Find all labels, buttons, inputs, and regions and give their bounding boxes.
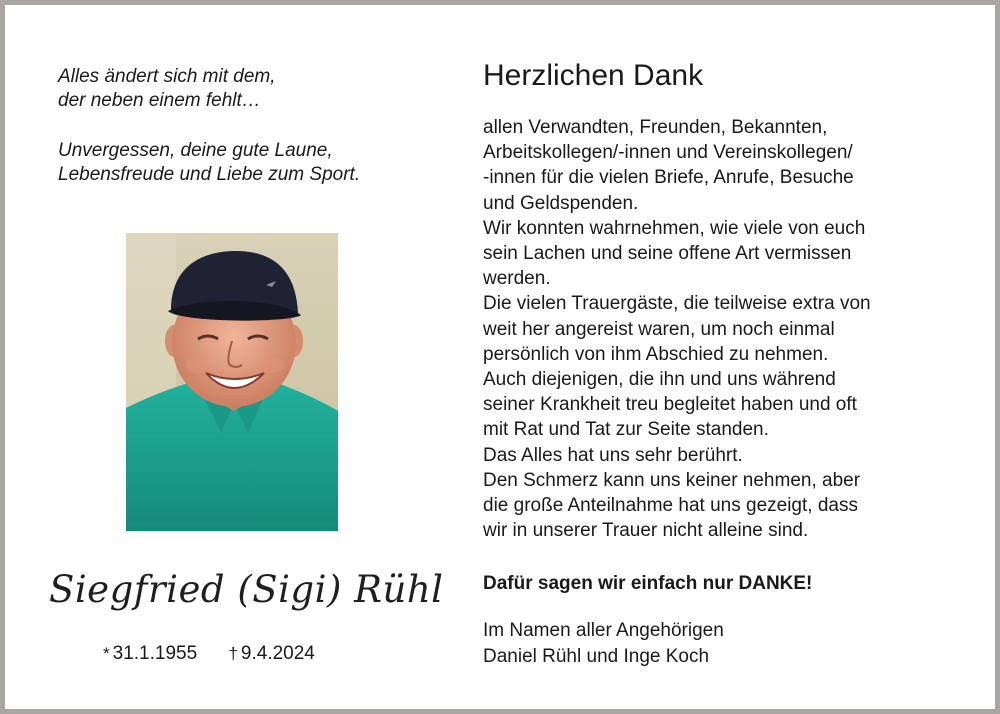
body-line: weit her angereist waren, um noch einmal xyxy=(483,318,835,340)
thanks-body xyxy=(483,115,963,543)
body-line: persönlich von ihm Abschied zu nehmen. xyxy=(483,343,829,365)
body-line: -innen für die vielen Briefe, Anrufe, Besuche xyxy=(483,167,854,189)
signature-block xyxy=(483,618,963,669)
body-line: seiner Krankheit treu begleitet haben und oft xyxy=(483,394,857,416)
signature-line: Daniel Rühl und Inge Koch xyxy=(483,645,710,667)
quote-block xyxy=(58,65,438,187)
body-line: mit Rat und Tat zur Seite standen. xyxy=(483,419,769,441)
body-line: wir in unserer Trauer nicht alleine sind. xyxy=(483,520,809,542)
body-line: allen Verwandten, Freunden, Bekannten, xyxy=(483,117,828,138)
body-line: Auch diejenigen, die ihn und uns während xyxy=(483,369,836,391)
signature-line: Im Namen aller Angehörigen xyxy=(483,620,724,642)
body-line: Die vielen Trauergäste, die teilweise extra von xyxy=(483,293,871,315)
death-date: 9.4.2024 xyxy=(240,643,315,664)
body-line: und Geldspenden. xyxy=(483,192,639,214)
body-line: Das Alles hat uns sehr berührt. xyxy=(483,444,743,466)
body-line: werden. xyxy=(483,268,551,290)
portrait-photo xyxy=(126,233,338,531)
deceased-name: Siegfried (Sigi) Rühl xyxy=(49,568,444,611)
thanks-line: Dafür sagen wir einfach nur DANKE! xyxy=(483,573,813,595)
body-line: Arbeitskollegen/-innen und Vereinskollegen/ xyxy=(483,142,853,164)
body-line: Wir konnten wahrnehmen, wie viele von euch xyxy=(483,217,866,239)
death-cross-icon: † xyxy=(228,644,238,663)
body-line: sein Lachen und seine offene Art vermissen xyxy=(483,243,852,265)
birth-star-icon: * xyxy=(103,644,110,663)
quote-line: der neben einem fehlt… xyxy=(58,90,261,111)
body-line: die große Anteilnahme hat uns gezeigt, dass xyxy=(483,495,858,517)
page-title: Herzlichen Dank xyxy=(483,59,704,92)
tribute-line: Lebensfreude und Liebe zum Sport. xyxy=(58,164,361,185)
quote-line: Alles ändert sich mit dem, xyxy=(58,66,276,87)
thanks-block xyxy=(483,57,963,669)
tribute-line: Unvergessen, deine gute Laune, xyxy=(58,140,333,161)
body-line: Den Schmerz kann uns keiner nehmen, aber xyxy=(483,469,861,491)
birth-date: 31.1.1955 xyxy=(112,643,198,664)
life-dates xyxy=(103,641,403,667)
